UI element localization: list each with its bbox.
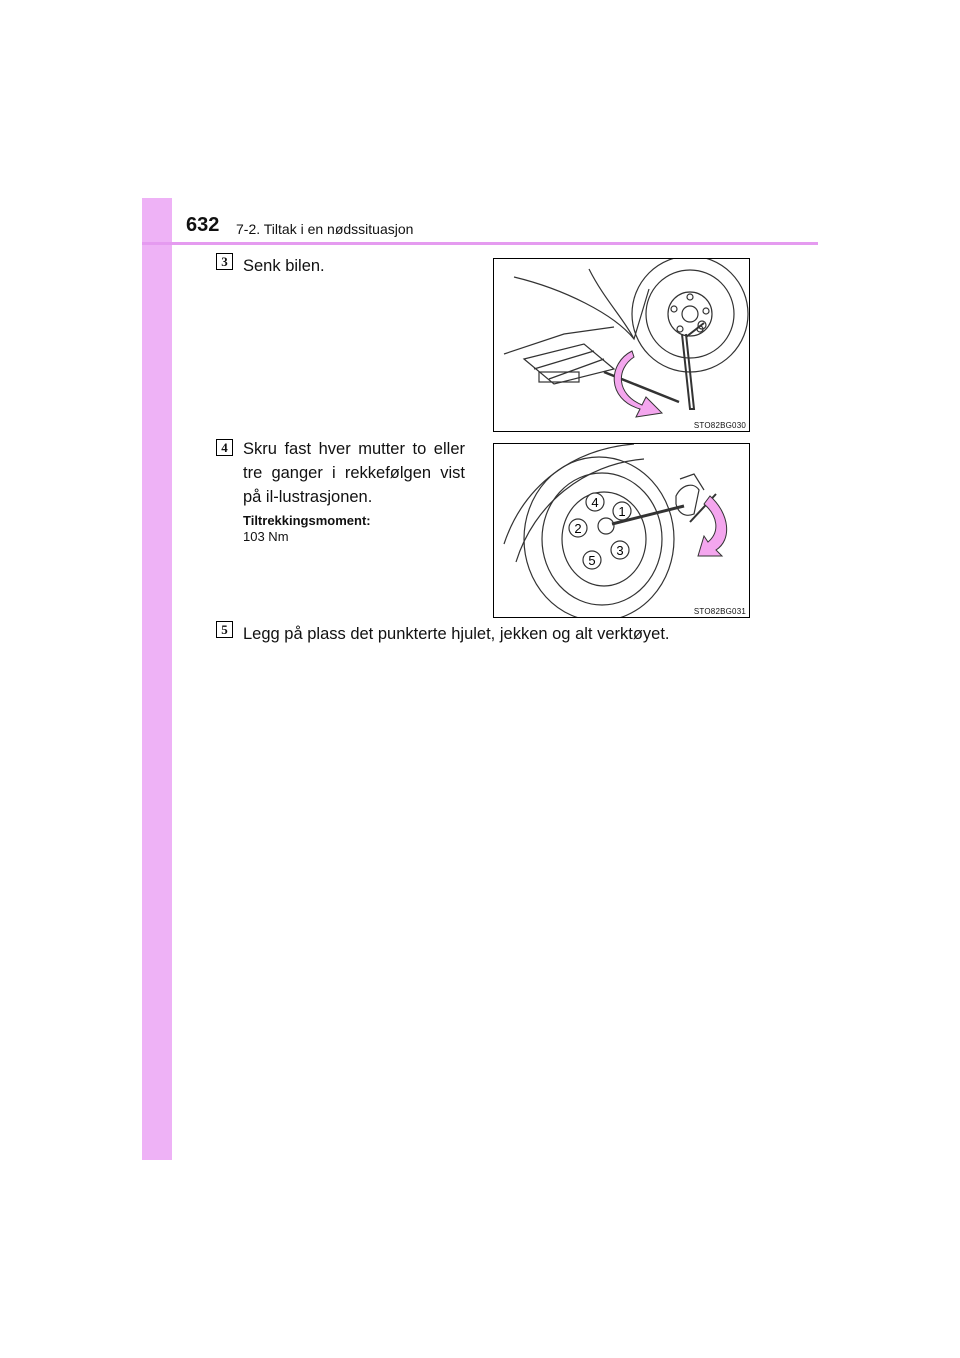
figure-tighten-nuts — [493, 443, 750, 618]
figure-code-2: STO82BG031 — [693, 607, 746, 616]
torque-value: 103 Nm — [243, 529, 289, 544]
torque-label: Tiltrekkingsmoment: — [243, 513, 371, 528]
step-text-3: Senk bilen. — [243, 257, 325, 275]
nut-label-1: 1 — [618, 504, 626, 519]
step-number-4: 4 — [216, 439, 233, 456]
figure-code-1: STO82BG030 — [693, 421, 746, 430]
nut-label-3: 3 — [616, 543, 624, 558]
step-number-5: 5 — [216, 621, 233, 638]
nut-label-2: 2 — [574, 521, 582, 536]
nut-label-5: 5 — [588, 553, 596, 568]
figure-lower-vehicle — [493, 258, 750, 432]
header-rule — [142, 242, 818, 245]
step-text-5: Legg på plass det punkterte hjulet, jekken og alt verktøyet. — [243, 625, 670, 643]
nut-tightening-illustration — [494, 444, 749, 617]
side-tab-bar — [142, 198, 172, 1160]
jack-lowering-illustration — [494, 259, 749, 431]
step-text-4: Skru fast hver mutter to eller tre ganger i rekkefølgen vist på il-lustrasjonen. — [243, 440, 465, 506]
section-title: 7-2. Tiltak i en nødssituasjon — [236, 221, 414, 237]
step-number-3: 3 — [216, 253, 233, 270]
page-number: 632 — [186, 214, 220, 236]
nut-label-4: 4 — [591, 495, 599, 510]
